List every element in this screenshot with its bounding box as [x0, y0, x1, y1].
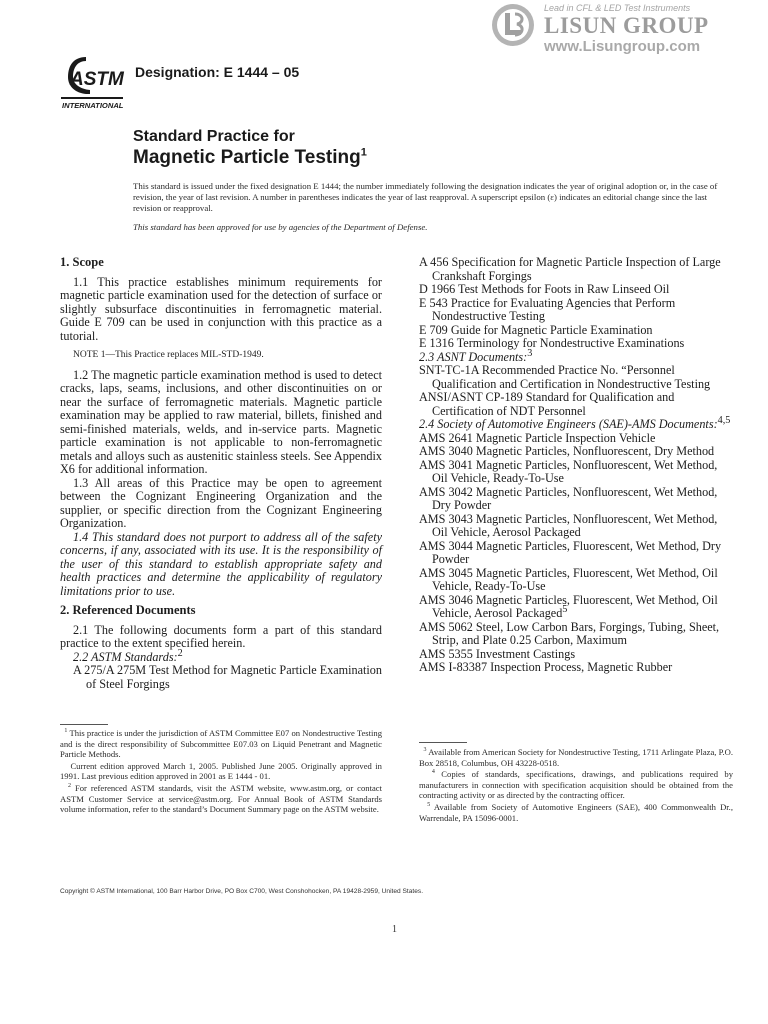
ref-item: AMS 2641 Magnetic Particle Inspection Vehicle: [419, 430, 656, 445]
footnote-4: [419, 769, 733, 801]
title-line1: Standard Practice for: [133, 128, 295, 145]
footnote-1-mark: 1: [64, 728, 68, 735]
ref-item: AMS 5062 Steel, Low Carbon Bars, Forgings, Tubing, Sheet, Strip, and Plate 0.25 Carbon, Maximum: [419, 619, 720, 647]
footnote-2-text: For referenced ASTM standards, visit the ASTM website, www.astm.org, or contact ASTM Customer Service at service@astm.org. For Annual Book of ASTM Standards volume information, refer to the standard’s Document Summary page on the ASTM website.: [60, 782, 382, 815]
watermark-tagline: Lead in CFL & LED Test Instruments: [544, 3, 691, 13]
footnote-1-text: This practice is under the jurisdiction of ASTM Committee E07 on Nondestructive Testing and is the direct responsibility of Subcommittee E07.03 on Liquid Penetrant and Magnetic Particle Methods.: [60, 728, 382, 760]
designation: Designation: E 1444 – 05: [135, 64, 300, 80]
footnote-3-text: Available from American Society for Nondestructive Testing, 1711 Arlingate Plaza, P.O. Box 28518, Columbus, OH 43228-0518.: [419, 747, 733, 768]
ref-item: E 1316 Terminology for Nondestructive Examinations: [419, 336, 685, 350]
footnotes-left: [60, 728, 382, 816]
footnotes-right: [419, 747, 733, 824]
para-1-1: 1.1 This practice establishes minimum requirements for magnetic particle examination used for the detection of surface or slightly subsurface discontinuities in ferromagnetic material. Guide E 709 can be used in conjunction with this practice as a tutorial.: [60, 274, 382, 343]
footnote-rule-right: [419, 742, 467, 743]
para-1-2: 1.2 The magnetic particle examination method is used to detect cracks, laps, seams, inclusions, and other discontinuities on or near the surface of ferromagnetic materials. Magnetic particle examination may be applied to raw material, billets, finished and semi-finished materials, welds, and in-service parts. Magnetic particle examination is not applicable to non-ferromagnetic metals and alloys such as austenitic stainless steels. See Appendix X6 for additional information.: [60, 367, 382, 476]
page-number: 1: [392, 924, 397, 935]
para-2-3-text: 2.3 ASNT Documents:: [419, 349, 528, 364]
ref-item: D 1966 Test Methods for Foots in Raw Linseed Oil: [419, 282, 670, 296]
svg-text:ASTM: ASTM: [70, 69, 124, 90]
defense-notice: This standard has been approved for use by agencies of the Department of Defense.: [133, 222, 428, 232]
para-2-2-text: 2.2 ASTM Standards:: [73, 649, 178, 664]
standard-notice: This standard is issued under the fixed designation E 1444; the number immediately following the designation indicates the year of original adoption or, in the case of revision, the year of last revision. A number in parentheses indicates the year of last reapproval. A superscript epsilon (ε) indicates an editorial change since the last revision or reapproval.: [133, 181, 718, 214]
footnote-1b: [60, 761, 382, 782]
ref-item: SNT-TC-1A Recommended Practice No. “Personnel Qualification and Certification in Nondestructive Testing: [419, 363, 711, 391]
para-2-4: [419, 414, 733, 432]
para-1-4: 1.4 This standard does not purport to address all of the safety concerns, if any, associated with its use. It is the responsibility of the user of this standard to establish appropriate safety and health practices and determine the applicability of regulatory limitations prior to use.: [60, 529, 382, 598]
lisun-logo-icon: [490, 2, 536, 48]
footnote-5: [419, 802, 733, 823]
title-text: Magnetic Particle Testing: [133, 147, 361, 168]
scope-heading: 1. Scope: [60, 255, 104, 269]
title-line2: [133, 147, 367, 169]
ref-item: AMS 3044 Magnetic Particles, Fluorescent, Wet Method, Dry Powder: [419, 538, 722, 566]
astm-logo-text: INTERNATIONAL: [62, 101, 124, 110]
footnote-5-mark: 5: [427, 802, 431, 809]
footnote-rule-left: [60, 724, 108, 725]
right-column: [419, 256, 733, 675]
ref-a275: A 275/A 275M Test Method for Magnetic Particle Examination of Steel Forgings: [73, 663, 382, 691]
watermark-company: LISUN GROUP: [544, 13, 709, 38]
ref-item: AMS 3041 Magnetic Particles, Nonfluorescent, Wet Method, Oil Vehicle, Ready-To-Use: [419, 457, 718, 485]
refdocs-heading: 2. Referenced Documents: [60, 603, 196, 617]
ref-item: AMS 3040 Magnetic Particles, Nonfluorescent, Dry Method: [419, 444, 715, 458]
para-1-3: 1.3 All areas of this Practice may be open to agreement between the Cognizant Engineering Organization and the supplier, or specific direction from the Cognizant Engineering Organization.: [60, 475, 382, 530]
para-2-2: [60, 647, 382, 665]
ref-item: AMS 5355 Investment Castings: [419, 646, 576, 661]
footnote-5-text: Available from Society of Automotive Engineers (SAE), 400 Commonwealth Dr., Warrendale, PA 15096-0001.: [419, 801, 733, 823]
footnote-2-mark: 2: [67, 783, 71, 790]
ref-item: AMS 3042 Magnetic Particles, Nonfluorescent, Wet Method, Dry Powder: [419, 484, 718, 512]
note-1: NOTE 1—This Practice replaces MIL-STD-1949.: [73, 350, 264, 360]
para-2-4-text: 2.4 Society of Automotive Engineers (SAE)-AMS Documents:: [419, 417, 718, 431]
footnote-2: [60, 783, 382, 815]
footnote-4-text: Copies of standards, specifications, drawings, and publications required by manufacturers in connection with specification acquisition should be obtained from the contracting activity or as directed by the contracting officer.: [419, 769, 734, 801]
footnote-3-mark: 3: [423, 747, 427, 754]
para-2-3-mark: 3: [527, 347, 533, 359]
ref-item-ams3046: [419, 594, 733, 621]
footnote-4-mark: 4: [431, 769, 435, 776]
left-column: [60, 256, 382, 691]
document-title: [133, 127, 367, 169]
para-2-1: 2.1 The following documents form a part of this standard practice to the extent specified herein.: [60, 622, 382, 650]
para-2-3: [419, 347, 733, 365]
footnote-1: [60, 728, 382, 760]
ref-item: E 709 Guide for Magnetic Particle Examination: [419, 322, 653, 337]
watermark-url: www.Lisungroup.com: [544, 38, 701, 55]
footnote-3: [419, 747, 733, 768]
ref-item: ANSI/ASNT CP-189 Standard for Qualification and Certification of NDT Personnel: [419, 390, 675, 418]
astm-logo-icon: [56, 53, 128, 111]
ref-item: AMS 3043 Magnetic Particles, Nonfluorescent, Wet Method, Oil Vehicle, Aerosol Packaged: [419, 511, 718, 539]
ref-item: A 456 Specification for Magnetic Particle Inspection of Large Crankshaft Forgings: [419, 255, 721, 283]
ref-item-text: AMS 3046 Magnetic Particles, Fluorescent, Wet Method, Oil Vehicle, Aerosol Packaged: [419, 592, 718, 620]
para-2-4-mark: 4,5: [717, 414, 731, 426]
ams3046-mark: 5: [562, 603, 568, 615]
ref-item: E 543 Practice for Evaluating Agencies that Perform Nondestructive Testing: [419, 295, 676, 323]
footnote-1b-text: Current edition approved March 1, 2005. Published June 2005. Originally approved in 1991. Last previous edition approved in 2001 as E 1444 - 01.: [60, 760, 382, 782]
ref-item: AMS I-83387 Inspection Process, Magnetic Rubber: [419, 660, 673, 674]
para-2-2-mark: 2: [177, 647, 183, 659]
watermark: [488, 0, 768, 60]
title-footnote-mark: 1: [360, 146, 367, 159]
copyright: Copyright © ASTM International, 100 Barr Harbor Drive, PO Box C700, West Conshohocken, PA 19428-2959, United States.: [60, 888, 424, 895]
ref-item: AMS 3045 Magnetic Particles, Fluorescent, Wet Method, Oil Vehicle, Ready-To-Use: [419, 565, 718, 593]
